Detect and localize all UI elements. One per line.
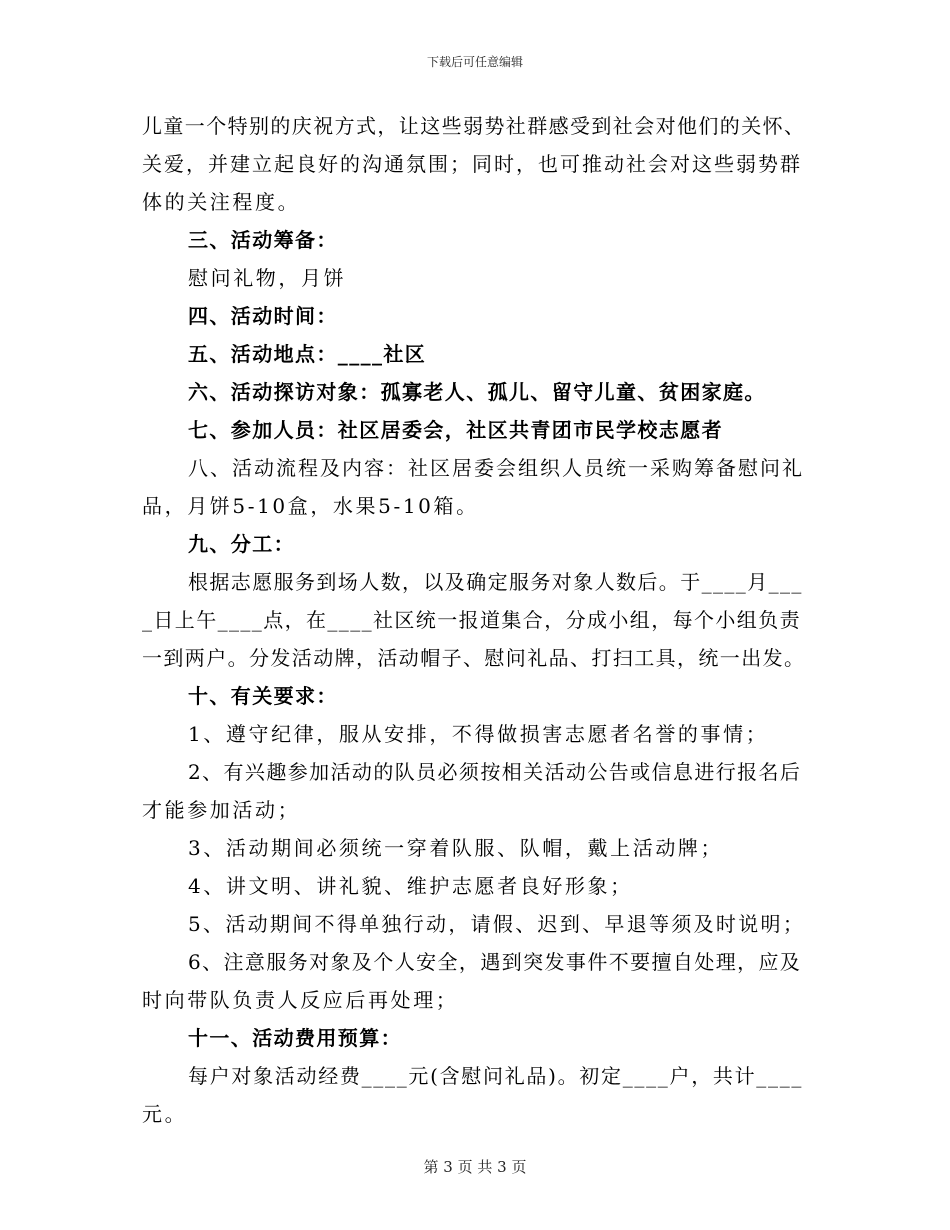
paragraph-line: 时向带队负责人反应后再处理； [142,988,459,1012]
section-heading: 七、参加人员：社区居委会，社区共青团市民学校志愿者 [188,418,723,442]
paragraph-line: 3、活动期间必须统一穿着队服、队帽，戴上活动牌； [188,836,724,860]
section-heading: 九、分工： [188,532,295,556]
paragraph-line: 1、遵守纪律，服从安排，不得做损害志愿者名誉的事情； [188,722,769,746]
page-number: 第 3 页 共 3 页 [423,1158,527,1176]
paragraph-line: 八、活动流程及内容：社区居委会组织人员统一采购筹备慰问礼 [188,456,804,480]
paragraph-line: 根据志愿服务到场人数，以及确定服务对象人数后。于____月___ [188,570,803,594]
paragraph-line: 才能参加活动； [142,798,301,822]
paragraph-line: 关爱，并建立起良好的沟通氛围；同时，也可推动社会对这些弱势群 [142,152,802,176]
paragraph-line: 品，月饼5-10盒，水果5-10箱。 [142,494,479,518]
paragraph-line: 每户对象活动经费____元(含慰问礼品)。初定____户，共计____ [188,1064,804,1088]
section-heading: 十一、活动费用预算： [188,1026,402,1050]
paragraph-line: _日上午____点，在____社区统一报道集合，分成小组，每个小组负责 [142,608,801,632]
section-heading: 十、有关要求： [188,684,338,708]
section-heading: 三、活动筹备： [188,228,338,252]
paragraph-line: 6、注意服务对象及个人安全，遇到突发事件不要擅自处理，应及 [188,950,802,974]
section-heading: 四、活动时间： [188,304,338,328]
paragraph-line: 一到两户。分发活动牌，活动帽子、慰问礼品、打扫工具，统一出发。 [142,646,806,670]
paragraph-line: 儿童一个特别的庆祝方式，让这些弱势社群感受到社会对他们的关怀、 [142,114,806,138]
paragraph-line: 4、讲文明、讲礼貌、维护志愿者良好形象； [188,874,633,898]
paragraph-line: 2、有兴趣参加活动的队员必须按相关活动公告或信息进行报名后 [188,760,802,784]
paragraph-line: 元。 [142,1102,188,1126]
section-heading: 五、活动地点：____社区 [188,342,427,366]
document-body [142,107,807,1133]
paragraph-line: 5、活动期间不得单独行动，请假、迟到、早退等须及时说明； [188,912,806,936]
header-note: 下载后可任意编辑 [426,55,523,69]
paragraph-line: 慰问礼物，月饼 [188,266,347,290]
paragraph-line: 体的关注程度。 [142,190,301,214]
section-heading: 六、活动探访对象：孤寡老人、孤儿、留守儿童、贫困家庭。 [188,380,766,404]
